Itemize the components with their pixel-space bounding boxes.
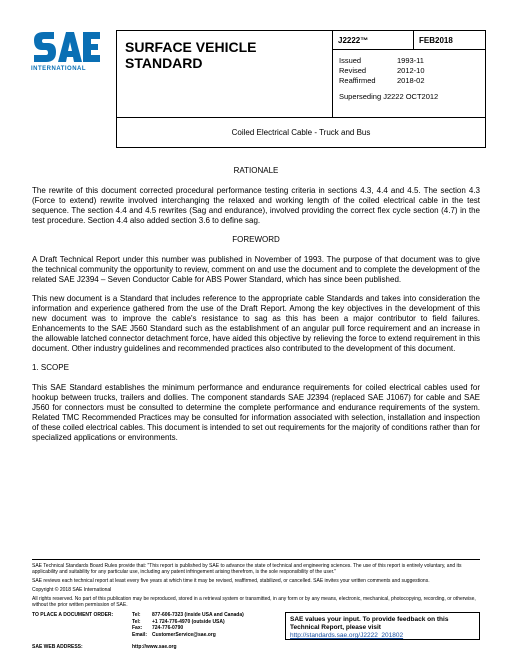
rationale-paragraph: The rewrite of this document corrected procedural performance testing criteria in sections 4.3, 4.4 and 4.5. The section 4.3 (Force to extend) rewrite involved interchanging the relaxed and working length of the coiled electrical cable in the test sequence. The section 4.4 and 4.5 rewrites (Sag and endurance), involved providing the correct flex cycle section (4.7) in the test procedure. Section 4.4 also added section 3.6 to define sag. <box>32 186 480 225</box>
scope-paragraph: This SAE Standard establishes the minimum performance and endurance requirements for coiled electrical cables used for hookup between trucks, trailers and dollies. The component standards SAE J2394 (replaced SAE J1067) for cable and SAE J560 for connectors must be consulted to determine the complete performance and endurance requirements of the system. Related TMC Recommended Practices may be consulted for information associated with selection, installation and inspection of these coiled electrical cables. This document is intended to set out requirements for the majority of conditions rather than for specialized applications or environments. <box>32 383 480 442</box>
title-box <box>116 30 333 118</box>
history-value: 1993-11 <box>397 56 424 65</box>
rationale-heading: RATIONALE <box>233 166 279 175</box>
contact-list <box>132 612 244 638</box>
footer-divider <box>32 559 480 560</box>
contact-value: 724-776-0790 <box>152 625 184 631</box>
foreword-paragraph-2: This new document is a Standard that includes reference to the appropriate cable Standards and takes into consideration the information and experience gathered from the use of the Draft Report. Among the key objectives in the development of this new document was to improve the cable's resistance to sag as this has been a major contributor to field failures. Enhancements to the SAE J560 Standard such as the establishment of an angular pull force requirement and an increase in the allowable latched connector detachment force, have aided this objective by relieving the force to extend requirement in this document. Other industry guidelines and recommended practices also contributed to the development of this document. <box>32 294 480 353</box>
scope-heading: 1. SCOPE <box>32 363 69 372</box>
contact-email[interactable]: CustomerService@sae.org <box>152 631 216 638</box>
revision-history <box>332 49 486 118</box>
contact-label: Tel: <box>132 612 141 618</box>
review-notice: SAE reviews each technical report at least every five years at which time it may be revised, reaffirmed, stabilized, or cancelled. SAE invites your written comments and suggestions. <box>32 578 430 584</box>
document-date: FEB2018 <box>413 30 486 50</box>
contact-label: Fax: <box>132 625 143 631</box>
document-body <box>32 166 480 452</box>
legal-footer <box>32 559 480 611</box>
feedback-box <box>285 612 480 640</box>
history-row <box>339 66 479 76</box>
feedback-line-2: Technical Report, please visit <box>290 624 381 631</box>
copyright-notice: Copyright © 2018 SAE International <box>32 587 112 593</box>
document-subtitle: Coiled Electrical Cable - Truck and Bus <box>116 117 486 148</box>
contact-value: 877-606-7323 (inside USA and Canada) <box>152 612 244 618</box>
document-header <box>116 30 486 148</box>
foreword-heading: FOREWORD <box>232 235 280 244</box>
history-row <box>339 56 479 66</box>
rights-notice: All rights reserved. No part of this publication may be reproduced, stored in a retrieval system or transmitted, in any form or by any means, electronic, mechanical, photocopying, recording, or otherwise, without the prior written permission of SAE. <box>32 596 476 608</box>
contact-row <box>132 632 244 639</box>
order-label: TO PLACE A DOCUMENT ORDER: <box>32 612 114 618</box>
rules-notice: SAE Technical Standards Board Rules provide that: "This report is published by SAE to advance the state of technical and engineering sciences. The use of this report is entirely voluntary, and its applicability and suitability for any particular use, including any patent infringement arising therefrom, is the sole responsibility of the user." <box>32 563 462 575</box>
contact-label: Tel: <box>132 618 141 625</box>
web-address-label: SAE WEB ADDRESS: <box>32 644 83 650</box>
logo-subtitle: INTERNATIONAL <box>31 66 87 72</box>
document-number: J2222™ <box>332 30 414 50</box>
web-address-link[interactable]: http://www.sae.org <box>132 644 177 650</box>
history-row <box>339 76 479 86</box>
contact-label: Email: <box>132 631 148 638</box>
history-label: Issued <box>339 56 362 65</box>
history-value: 2012-10 <box>397 66 425 75</box>
sae-logo-icon <box>32 30 102 80</box>
foreword-paragraph-1: A Draft Technical Report under this number was published in November of 1993. The purpose of that document was to give the technical community the opportunity to review, comment on and use the document and to complete the development of the related SAE J2394 – Seven Conductor Cable for ABS Power Standard, which has since been published. <box>32 255 480 284</box>
history-label: Revised <box>339 66 367 75</box>
history-label: Reaffirmed <box>339 76 376 85</box>
superseding-note: Superseding J2222 OCT2012 <box>339 92 439 101</box>
document-type-line2: STANDARD <box>125 55 203 71</box>
document-type-line1: SURFACE VEHICLE <box>125 39 257 55</box>
history-value: 2018-02 <box>397 76 425 85</box>
feedback-line-1: SAE values your input. To provide feedback on this <box>290 616 449 623</box>
feedback-link[interactable]: http://standards.sae.org/J2222_201802 <box>290 632 404 639</box>
contact-value: +1 724-776-4970 (outside USA) <box>152 618 225 625</box>
